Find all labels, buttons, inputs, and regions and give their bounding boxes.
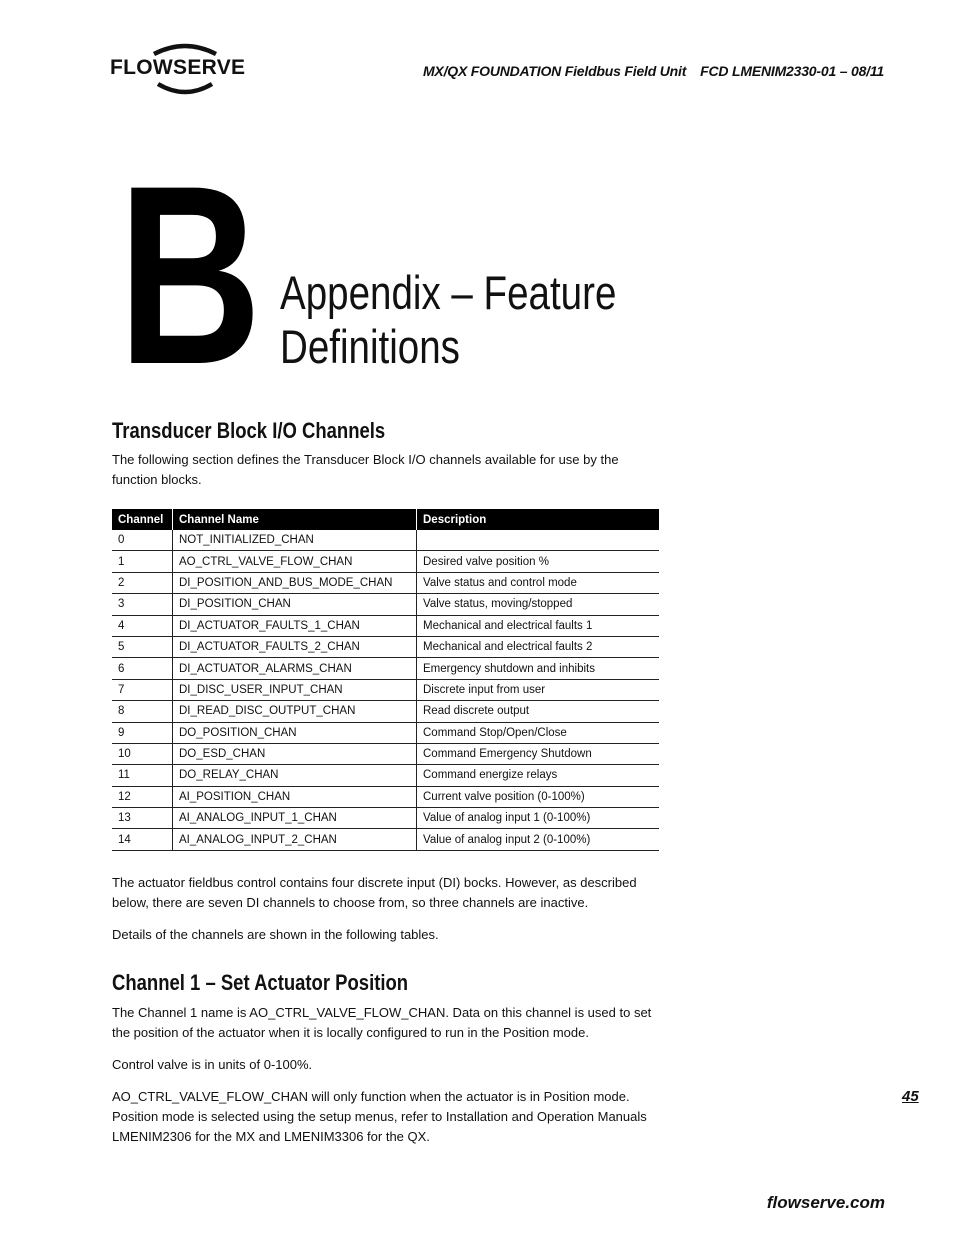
chapter-letter: B [118, 133, 257, 418]
cell-description: Emergency shutdown and inhibits [417, 658, 660, 679]
chapter-title-line2: Definitions [280, 320, 460, 373]
document-title: MX/QX FOUNDATION Fieldbus Field Unit [422, 63, 687, 79]
channels-table [112, 509, 659, 851]
cell-channel-name: AI_ANALOG_INPUT_2_CHAN [173, 829, 417, 850]
cell-channel-name: DO_RELAY_CHAN [173, 765, 417, 786]
cell-description: Valve status, moving/stopped [417, 594, 660, 615]
section-heading-transducer: Transducer Block I/O Channels [112, 418, 386, 443]
cell-channel: 14 [112, 829, 173, 850]
cell-channel: 10 [112, 743, 173, 764]
section-heading-channel1: Channel 1 – Set Actuator Position [112, 970, 409, 995]
cell-channel-name: DO_POSITION_CHAN [173, 722, 417, 743]
footer-url[interactable]: flowserve.com [766, 1193, 885, 1212]
cell-channel-name: NOT_INITIALIZED_CHAN [173, 530, 417, 551]
after-table-paragraph-2: Details of the channels are shown in the following tables. [112, 927, 439, 942]
chapter-title [280, 266, 616, 374]
cell-description: Command Stop/Open/Close [417, 722, 660, 743]
cell-description: Discrete input from user [417, 679, 660, 700]
table-row [112, 722, 659, 743]
cell-channel: 3 [112, 594, 173, 615]
cell-description: Value of analog input 1 (0-100%) [417, 808, 660, 829]
cell-description: Valve status and control mode [417, 572, 660, 593]
table-row [112, 551, 659, 572]
channel1-paragraph-1: The Channel 1 name is AO_CTRL_VALVE_FLOW_CHAN. Data on this channel is used to set the position of the actuator when it is locally configured to run in the Position mode. [112, 1005, 652, 1040]
table-body [112, 530, 659, 850]
cell-channel-name: DI_DISC_USER_INPUT_CHAN [173, 679, 417, 700]
table-row [112, 615, 659, 636]
cell-channel-name: AI_POSITION_CHAN [173, 786, 417, 807]
cell-channel-name: DI_POSITION_CHAN [173, 594, 417, 615]
logo-text: FLOWSERVE [110, 56, 246, 79]
cell-description [417, 530, 660, 551]
cell-channel: 12 [112, 786, 173, 807]
cell-description: Current valve position (0-100%) [417, 786, 660, 807]
channel1-paragraph-3: AO_CTRL_VALVE_FLOW_CHAN will only function when the actuator is in Position mode. Position mode is selected using the setup menus, refer to Installation and Operation Manuals LMENIM2306 for the MX and LMENIM3306 for the QX. [112, 1089, 647, 1144]
section-intro: The following section defines the Transducer Block I/O channels available for use by the function blocks. [112, 452, 619, 487]
header-description: Description [417, 509, 660, 530]
cell-channel: 7 [112, 679, 173, 700]
cell-channel: 0 [112, 530, 173, 551]
table-row [112, 572, 659, 593]
channel1-paragraph-2: Control valve is in units of 0-100%. [112, 1057, 313, 1072]
table-row [112, 765, 659, 786]
cell-description: Command energize relays [417, 765, 660, 786]
table-row [112, 658, 659, 679]
header-channel-name: Channel Name [173, 509, 417, 530]
cell-channel: 5 [112, 636, 173, 657]
table-row [112, 829, 659, 850]
cell-channel-name: DI_ACTUATOR_ALARMS_CHAN [173, 658, 417, 679]
cell-description: Mechanical and electrical faults 1 [417, 615, 660, 636]
header-channel: Channel [112, 509, 173, 530]
cell-channel: 8 [112, 701, 173, 722]
table-row [112, 636, 659, 657]
cell-channel-name: AI_ANALOG_INPUT_1_CHAN [173, 808, 417, 829]
cell-channel-name: DO_ESD_CHAN [173, 743, 417, 764]
document-code: FCD LMENIM2330-01 – 08/11 [700, 63, 884, 79]
cell-description: Desired valve position % [417, 551, 660, 572]
flowserve-logo [110, 40, 250, 96]
cell-channel-name: DI_ACTUATOR_FAULTS_2_CHAN [173, 636, 417, 657]
cell-channel: 6 [112, 658, 173, 679]
page-number: 45 [902, 1088, 919, 1105]
cell-description: Read discrete output [417, 701, 660, 722]
document-header [423, 63, 884, 79]
table-row [112, 786, 659, 807]
table-row [112, 701, 659, 722]
cell-channel: 4 [112, 615, 173, 636]
table-row [112, 808, 659, 829]
cell-channel: 11 [112, 765, 173, 786]
cell-channel: 1 [112, 551, 173, 572]
cell-description: Command Emergency Shutdown [417, 743, 660, 764]
table-header-row [112, 509, 659, 530]
table-row [112, 530, 659, 551]
cell-channel-name: DI_POSITION_AND_BUS_MODE_CHAN [173, 572, 417, 593]
after-table-paragraph-1: The actuator fieldbus control contains four discrete input (DI) bocks. However, as described below, there are seven DI channels to choose from, so three channels are inactive. [112, 875, 637, 910]
cell-channel: 9 [112, 722, 173, 743]
cell-description: Mechanical and electrical faults 2 [417, 636, 660, 657]
cell-channel: 2 [112, 572, 173, 593]
cell-channel: 13 [112, 808, 173, 829]
table-row [112, 594, 659, 615]
cell-channel-name: AO_CTRL_VALVE_FLOW_CHAN [173, 551, 417, 572]
cell-description: Value of analog input 2 (0-100%) [417, 829, 660, 850]
table-row [112, 743, 659, 764]
cell-channel-name: DI_READ_DISC_OUTPUT_CHAN [173, 701, 417, 722]
table-row [112, 679, 659, 700]
cell-channel-name: DI_ACTUATOR_FAULTS_1_CHAN [173, 615, 417, 636]
chapter-title-line1: Appendix – Feature [280, 266, 617, 319]
